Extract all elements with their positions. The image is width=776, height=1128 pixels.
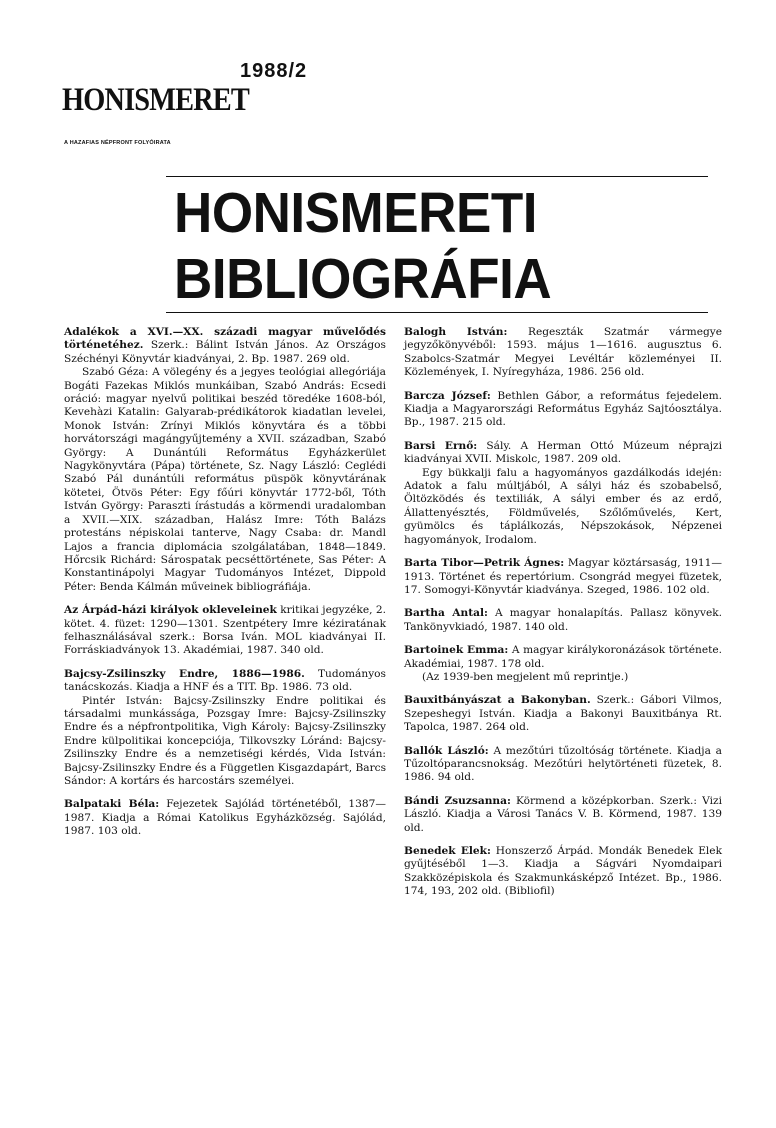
entry-author: Bartoinek Emma: (404, 644, 509, 657)
entry-text: Tudományos tanácskozás. Kiadja a HNF és a TIT. Bp. 1986. 73 old. (64, 667, 386, 694)
page-title (174, 180, 676, 312)
entry-author: Balogh István: (404, 326, 508, 338)
entry-citation (64, 326, 386, 366)
entry-author: Bándi Zsuzsanna: (404, 794, 511, 807)
entry-citation (404, 440, 722, 467)
entry-text: Fejezetek Sajólád történetéből, 1387—1987. Kiadja a Római Katolikus Egyházközség. Sajólád, 1987. 103 old. (64, 798, 386, 838)
entry-contents: (Az 1939-ben megjelent mű reprintje.) (422, 670, 629, 683)
entry-contents: Szabó Géza: A völegény és a jegyes teológiai allegóriája Bogáti Fazekas Miklós munkáiban, Szabó András: Ecsedi oráció: magyar nyelvű politikai beszéd töredéke 1608-ból, Kevehàzi Katalin: Galyarab-prédikátorok kiadatlan levelei, Monok István: Zrínyi Miklós könyvtára és a többi horvátországi magángyűjtemény a XVII. században, Szabó György: A Dunántúli Református Egyházkerület Nagykönyvtára (Pápa) története, Sz. Nagy László: Ceglédi Szabó Pál dunántúli református püspök könyvtárának kötetei, Ötvös Péter: Egy főúri könyvtár 1772-ből, Tóth István György: Paraszti írástudás a körmendi uradalomban a XVII.—XIX. században, Halász Imre: Tóth Balázs protestáns népiskolai tanterve, Nagy Csaba: dr. Mandl Lajos a francia diplomácia szolgálatában, 1848—1849. Hőrcsik Richárd: Sárospatak pecséttörténete, Sas Péter: A Konstantinápolyi Magyar Tudományos Intézet, Dippold Péter: Benda Kálmán műveinek bibliográfiája. (64, 366, 386, 593)
bibliography-entry (64, 604, 386, 658)
entry-author: Barta Tibor—Petrik Ágnes: (404, 557, 565, 570)
entry-author: Barsi Ernő: (404, 439, 478, 452)
top-rule (166, 176, 708, 177)
bibliography-entry (404, 607, 722, 634)
entry-contents: Pintér István: Bajcsy-Zsilinszky Endre politikai és társadalmi munkássága, Pozsgay Imre: Bajcsy-Zsilinszky Endre és a népfrontpolitika, Vigh Károly: Bajcsy-Zsilinszky Endre külpolitikai koncepciója, Tilkovszky Lóránd: Bajcsy-Zsilinszky Endre és a nemzetiségi kérdés, Vida István: Bajcsy-Zsilinszky Endre és a Független Kisgazdapárt, Barcs Sándor: A kortárs és harcostárs személyei. (64, 694, 387, 787)
entry-text: Körmend a középkorban. Szerk.: Vizi László. Kiadja a Városi Tanács V. B. Körmend, 1987. 139 old. (404, 794, 722, 834)
entry-citation (404, 644, 722, 671)
entry-author: Balpataki Béla: (64, 798, 160, 811)
entry-author: Az Árpád-házi királyok okleveleinek (64, 604, 277, 617)
entry-citation (404, 845, 722, 899)
entry-author: Benedek Elek: (404, 845, 491, 857)
left-column (64, 326, 386, 849)
entry-citation (64, 668, 386, 695)
entry-text: Bethlen Gábor, a református fejedelem. Kiadja a Magyarországi Református Egyház Sajtóosztálya. Bp., 1987. 215 old. (404, 389, 722, 429)
entry-text: A magyar honalapítás. Pallasz könyvek. Tankönyvkiadó, 1987. 140 old. (404, 607, 722, 633)
entry-text: Honszerző Árpád. Mondák Benedek Elek gyűjtéséből 1—3. Kiadja a Ságvári Nyomdaipari Szakközépiskola és Szakmunkásképző Intézet. Bp., 1986. 174, 193, 202 old. (Bibliofil) (404, 845, 723, 898)
entry-text: Szerk.: Bálint István János. Az Országos Széchényi Könyvtár kiadványai, 2. Bp. 1987. 269 old. (64, 339, 386, 365)
entry-citation (404, 557, 722, 597)
bibliography-entry (404, 795, 722, 835)
entry-text: Magyar köztársaság, 1911—1913. Történet és repertórium. Csongrád megyei füzetek, 17. Somogyi-Könyvtár kiadványa. Szeged, 1986. 102 old. (404, 557, 722, 596)
entry-author: Bajcsy-Zsilinszky Endre, 1886—1986. (64, 667, 305, 680)
bibliography-entry (404, 694, 722, 734)
bibliography-entry (64, 668, 386, 789)
entry-citation (404, 390, 722, 430)
bibliography-entry (404, 326, 722, 380)
bibliography-entry (404, 745, 722, 785)
magazine-title: HONISMERET (62, 82, 249, 118)
entry-contents: Egy bükkalji falu a hagyományos gazdálkodás idején: Adatok a falu múltjából, A sályi ház és szobabelső, Öltözködés és textiliák, A sályi ember és az erdő, Állattenyésztés, Földművelés, Szőlőművelés, Kert, gyümölcs és táplálkozás, Népszokások, Népzenei hagyományok, Irodalom. (404, 466, 722, 546)
entry-citation (64, 798, 386, 838)
issue-number: 1988/2 (240, 60, 308, 82)
entry-text: kritikai jegyzéke, 2. kötet. 4. füzet: 1290—1301. Szentpétery Imre kéziratának felhasználásával szerk.: Borsa Iván. MOL kiadványai II. Forráskiadványok 13. Akadémiai, 1987. 340 old. (64, 604, 386, 657)
entry-text: Szerk.: Gábori Vilmos, Szepeshegyi István. Kiadja a Bakonyi Bauxitbánya Rt. Tapolca, 1987. 264 old. (404, 694, 722, 734)
entry-text: Sály. A Herman Ottó Múzeum néprajzi kiadványai XVII. Miskolc, 1987. 209 old. (404, 439, 722, 466)
entry-citation (404, 694, 722, 734)
entry-text: A mezőtúri tűzoltóság története. Kiadja a Tűzoltóparancsnokság. Mezőtúri helytörténeti füzetek, 8. 1986. 94 old. (404, 744, 722, 784)
entry-author: Ballók László: (404, 744, 489, 757)
entry-citation (404, 326, 722, 380)
bibliography-entry (64, 326, 386, 594)
magazine-subtitle: A HAZAFIAS NÉPFRONT FOLYÓIRATA (64, 140, 171, 146)
bibliography-entry (404, 644, 722, 684)
entry-citation (404, 607, 722, 634)
bottom-rule (166, 312, 708, 313)
bibliography-entry (404, 557, 722, 597)
right-column (404, 326, 722, 909)
title-line-1: HONISMERETI (174, 181, 538, 245)
bibliography-entry (404, 440, 722, 547)
bibliography-entry (64, 798, 386, 838)
entry-author: Adalékok a XVI.—XX. századi magyar művelődés történetéhez. (64, 326, 386, 352)
bibliography-entry (404, 390, 722, 430)
entry-citation (404, 795, 722, 835)
entry-author: Bartha Antal: (404, 607, 488, 620)
entry-author: Bauxitbányászat a Bakonyban. (404, 694, 591, 707)
title-line-2: BIBLIOGRÁFIA (174, 247, 552, 311)
entry-citation (404, 745, 722, 785)
entry-text: Regeszták Szatmár vármegye jegyzőkönyvéből: 1593. május 1—1616. augusztus 6. Szabolcs-Szatmár Megyei Levéltár közleményei II. Közlemények, I. Nyíregyháza, 1986. 256 old. (404, 326, 722, 379)
entry-text: A magyar királykoronázások története. Akadémiai, 1987. 178 old. (404, 644, 722, 670)
bibliography-entry (404, 845, 722, 899)
entry-author: Barcza József: (404, 389, 491, 402)
entry-citation (64, 604, 386, 658)
